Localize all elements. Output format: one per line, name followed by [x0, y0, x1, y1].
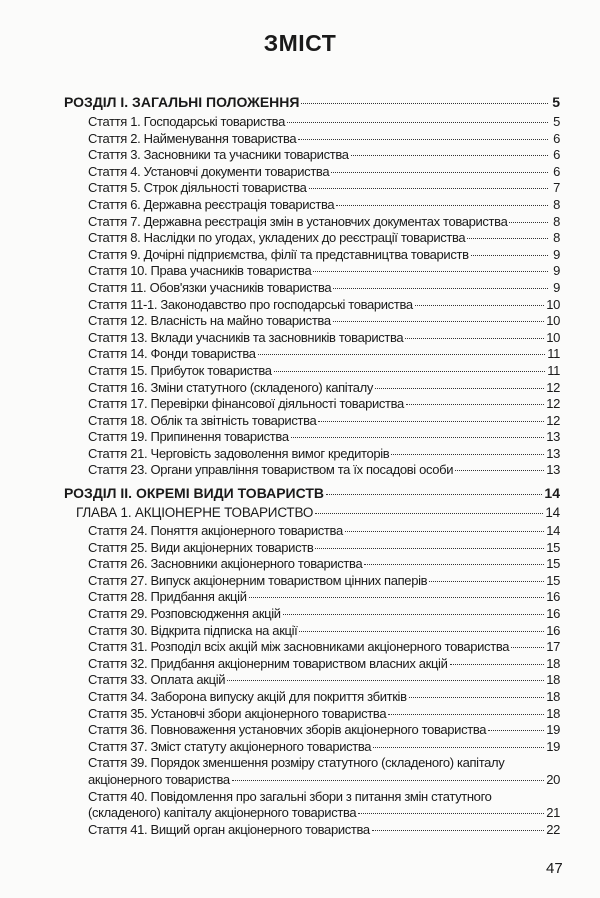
article-entry[interactable]	[64, 540, 560, 557]
chapter-heading[interactable]	[64, 505, 560, 523]
dot-leader	[249, 597, 545, 598]
entry-title: Стаття 16. Зміни статутного (складеного) капіталу	[88, 379, 374, 395]
entry-page-number: 10	[546, 296, 560, 312]
article-entry[interactable]	[64, 330, 560, 347]
article-entry[interactable]	[64, 413, 560, 430]
article-entry[interactable]	[64, 672, 560, 689]
article-entry[interactable]	[64, 706, 560, 723]
entry-title: Стаття 39. Порядок зменшення розміру статутного (складеного) капіталу	[88, 755, 505, 771]
entry-page-number: 16	[546, 622, 560, 638]
dot-leader	[298, 139, 548, 140]
page-title: ЗМІСТ	[263, 30, 337, 56]
entry-title: Стаття 18. Облік та звітність товариства	[88, 412, 317, 428]
article-entry[interactable]	[64, 180, 560, 197]
entry-title: Стаття 17. Перевірки фінансової діяльності товариства	[88, 396, 404, 412]
article-entry[interactable]	[64, 147, 560, 164]
entry-page-number: 12	[546, 396, 560, 412]
article-entry[interactable]	[64, 346, 560, 363]
entry-page-number: 12	[546, 379, 560, 395]
entry-title: Стаття 29. Розповсюдження акцій	[88, 606, 281, 622]
entry-page-number: 18	[546, 655, 560, 671]
section-heading[interactable]	[64, 485, 560, 505]
article-entry[interactable]	[64, 556, 560, 573]
dot-leader	[274, 371, 546, 372]
entry-title: Стаття 19. Припинення товариства	[88, 429, 289, 445]
entry-title: Стаття 6. Державна реєстрація товариства	[88, 196, 335, 212]
entry-title: РОЗДІЛ ІІ. ОКРЕМІ ВИДИ ТОВАРИСТВ	[64, 485, 325, 502]
entry-title: Стаття 7. Державна реєстрація змін в установчих документах товариства	[88, 213, 508, 229]
entry-page-number: 10	[546, 313, 560, 329]
dot-leader	[509, 222, 548, 223]
dot-leader	[232, 780, 544, 781]
entry-title: Стаття 34. Заборона випуску акцій для покриття збитків	[88, 689, 407, 704]
entry-page-number: 21	[546, 805, 560, 821]
entry-page-number: 15	[546, 556, 560, 572]
article-entry[interactable]	[64, 606, 560, 623]
entry-page-number: 14	[544, 485, 560, 502]
entry-title: Стаття 40. Повідомлення про загальні збори з питання змін статутного	[88, 788, 492, 804]
article-entry[interactable]	[64, 247, 560, 264]
article-entry[interactable]	[64, 263, 560, 280]
entry-page-number: 11	[547, 346, 560, 362]
entry-page-number: 12	[546, 412, 560, 428]
article-entry[interactable]	[64, 639, 560, 656]
entry-title: Стаття 32. Придбання акціонерним товариством власних акцій	[88, 655, 448, 671]
entry-page-number: 14	[546, 523, 560, 539]
dot-leader	[258, 354, 546, 355]
entry-title: Стаття 35. Установчі збори акціонерного товариства	[88, 705, 387, 721]
dot-leader	[315, 513, 543, 514]
dot-leader	[415, 305, 545, 306]
article-entry[interactable]	[64, 114, 560, 131]
dot-leader	[406, 404, 544, 405]
entry-page-number: 6	[553, 130, 560, 146]
dot-leader	[450, 664, 545, 665]
article-entry[interactable]	[64, 805, 560, 822]
dot-leader	[409, 697, 545, 698]
article-entry[interactable]	[64, 164, 560, 181]
dot-leader	[299, 631, 544, 632]
entry-title: Стаття 12. Власність на майно товариства	[88, 313, 331, 329]
dot-leader	[351, 155, 548, 156]
entry-title: Стаття 10. Права учасників товариства	[88, 263, 312, 279]
entry-page-number: 6	[553, 147, 560, 163]
entry-title: Стаття 30. Відкрита підписка на акції	[88, 622, 298, 638]
dot-leader	[405, 338, 544, 339]
article-entry[interactable]	[64, 523, 560, 540]
entry-title: Стаття 1. Господарські товариства	[88, 114, 285, 129]
dot-leader	[315, 548, 544, 549]
article-entry[interactable]	[64, 446, 560, 463]
dot-leader	[291, 437, 545, 438]
entry-page-number: 8	[553, 196, 560, 212]
entry-title: Стаття 36. Повноваження установчих зборів акціонерного товариства	[88, 722, 487, 738]
article-entry[interactable]	[64, 739, 560, 756]
dot-leader	[429, 581, 544, 582]
entry-title: Стаття 21. Черговість задоволення вимог кредиторів	[88, 445, 390, 461]
entry-page-number: 19	[546, 722, 560, 738]
entry-title: Стаття 5. Строк діяльності товариства	[88, 180, 307, 196]
article-entry[interactable]	[64, 689, 560, 706]
entry-title: Стаття 13. Вклади учасників та засновників товариства	[88, 329, 404, 345]
article-entry[interactable]	[64, 656, 560, 673]
entry-page-number: 16	[546, 589, 560, 605]
dot-leader	[333, 288, 548, 289]
dot-leader	[345, 531, 544, 532]
article-entry[interactable]	[64, 230, 560, 247]
dot-leader	[467, 238, 548, 239]
dot-leader	[227, 680, 544, 681]
article-entry[interactable]	[64, 772, 560, 789]
dot-leader	[358, 813, 544, 814]
article-entry[interactable]	[64, 313, 560, 330]
entry-page-number: 13	[546, 445, 560, 461]
entry-title: Стаття 28. Придбання акцій	[88, 589, 247, 605]
entry-page-number: 9	[553, 279, 560, 295]
entry-title: Стаття 8. Наслідки по угодах, укладених до реєстрації товариства	[88, 230, 466, 246]
dot-leader	[301, 103, 548, 104]
dot-leader	[373, 747, 544, 748]
article-entry[interactable]	[64, 722, 560, 739]
dot-leader	[336, 205, 548, 206]
article-entry[interactable]	[64, 396, 560, 413]
entry-title: Стаття 11-1. Законодавство про господарські товариства	[88, 296, 413, 312]
entry-title: Стаття 37. Зміст статуту акціонерного товариства	[88, 738, 372, 754]
dot-leader	[326, 494, 542, 495]
entry-page-number: 19	[546, 738, 560, 754]
article-entry[interactable]	[64, 429, 560, 446]
dot-leader	[364, 564, 544, 565]
article-entry[interactable]	[64, 573, 560, 590]
entry-page-number: 5	[553, 114, 560, 129]
entry-title: Стаття 11. Обов'язки учасників товариства	[88, 279, 332, 295]
entry-title: РОЗДІЛ І. ЗАГАЛЬНІ ПОЛОЖЕННЯ	[64, 94, 300, 110]
entry-page-number: 8	[553, 230, 560, 246]
entry-page-number: 6	[553, 163, 560, 179]
entry-page-number: 13	[546, 429, 560, 445]
dot-leader	[283, 614, 545, 615]
entry-page-number: 9	[553, 263, 560, 279]
dot-leader	[309, 188, 548, 189]
entry-page-number: 20	[546, 771, 560, 787]
article-entry[interactable]	[64, 462, 560, 479]
article-entry-line1[interactable]	[64, 755, 560, 772]
entry-page-number: 9	[553, 246, 560, 262]
entry-title: Стаття 41. Вищий орган акціонерного товариства	[88, 821, 370, 837]
dot-leader	[318, 421, 544, 422]
article-entry[interactable]	[64, 214, 560, 231]
dot-leader	[372, 830, 544, 831]
entry-page-number: 15	[546, 539, 560, 555]
entry-title: Стаття 27. Випуск акціонерним товариством цінних паперів	[88, 572, 428, 588]
entry-title: Стаття 4. Установчі документи товариства	[88, 163, 330, 179]
entry-title: Стаття 3. Засновники та учасники товариства	[88, 147, 349, 163]
dot-leader	[287, 122, 548, 123]
entry-page-number: 11	[547, 362, 560, 378]
entry-page-number: 17	[546, 639, 560, 655]
entry-title: акціонерного товариства	[88, 771, 230, 787]
entry-page-number: 10	[546, 329, 560, 345]
entry-page-number: 22	[546, 821, 560, 837]
entry-page-number: 8	[553, 213, 560, 229]
entry-title: Стаття 23. Органи управління товариством та їх посадові особи	[88, 462, 454, 478]
dot-leader	[471, 255, 548, 256]
entry-title: Стаття 15. Прибуток товариства	[88, 362, 272, 378]
entry-title: Стаття 9. Дочірні підприємства, філії та представництва товариств	[88, 246, 469, 262]
dot-leader	[313, 271, 548, 272]
dot-leader	[391, 454, 544, 455]
entry-title: (складеного) капіталу акціонерного товариства	[88, 805, 357, 821]
article-entry[interactable]	[64, 197, 560, 214]
dot-leader	[511, 647, 544, 648]
entry-title: Стаття 14. Фонди товариства	[88, 346, 256, 362]
entry-title: Стаття 33. Оплата акцій	[88, 672, 226, 688]
entry-page-number: 15	[546, 572, 560, 588]
entry-title: Стаття 31. Розподіл всіх акцій між засновниками акціонерного товариства	[88, 639, 510, 655]
entry-page-number: 5	[552, 94, 560, 110]
article-entry[interactable]	[64, 380, 560, 397]
entry-page-number: 18	[546, 672, 560, 688]
entry-title: ГЛАВА 1. АКЦІОНЕРНЕ ТОВАРИСТВО	[76, 505, 314, 521]
dot-leader	[333, 321, 545, 322]
section-heading[interactable]	[64, 94, 560, 114]
entry-page-number: 13	[546, 462, 560, 478]
entry-title: Стаття 25. Види акціонерних товариств	[88, 539, 314, 555]
entry-page-number: 18	[546, 689, 560, 704]
entry-page-number: 16	[546, 606, 560, 622]
dot-leader	[455, 470, 544, 471]
entry-title: Стаття 2. Найменування товариства	[88, 130, 297, 146]
dot-leader	[375, 388, 544, 389]
article-entry[interactable]	[64, 280, 560, 297]
article-entry[interactable]	[64, 623, 560, 640]
entry-page-number: 14	[545, 505, 560, 521]
article-entry[interactable]	[64, 589, 560, 606]
page-number: 47	[546, 860, 563, 877]
article-entry[interactable]	[64, 131, 560, 148]
article-entry-line1[interactable]	[64, 789, 560, 806]
entry-title: Стаття 26. Засновники акціонерного товариства	[88, 556, 363, 572]
article-entry[interactable]	[64, 297, 560, 314]
article-entry[interactable]	[64, 363, 560, 380]
table-of-contents	[64, 94, 560, 838]
entry-page-number: 18	[546, 705, 560, 721]
entry-page-number: 7	[553, 180, 560, 196]
dot-leader	[331, 172, 548, 173]
dot-leader	[388, 714, 544, 715]
article-entry[interactable]	[64, 822, 560, 839]
entry-title: Стаття 24. Поняття акціонерного товариства	[88, 523, 343, 539]
dot-leader	[488, 730, 544, 731]
